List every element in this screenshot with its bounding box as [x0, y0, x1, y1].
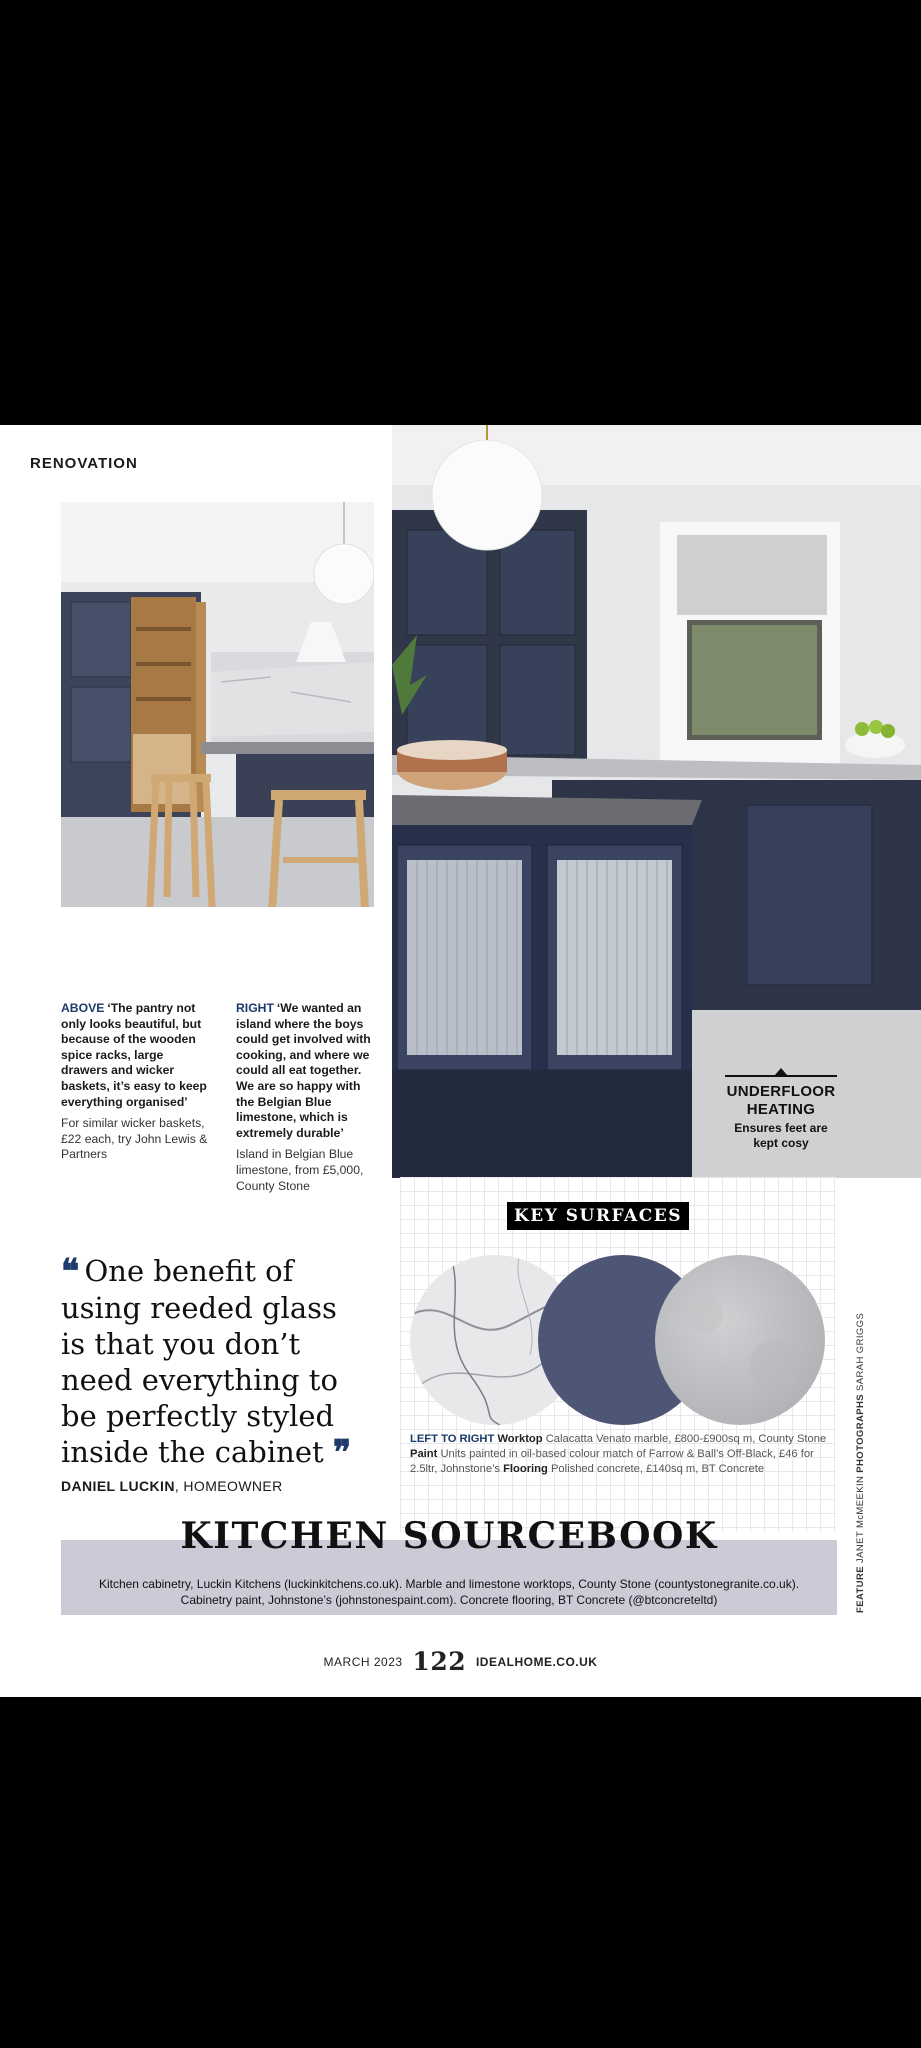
island-photo	[392, 425, 921, 1178]
caption-island	[236, 1001, 376, 1194]
photographer-name: SARAH GRIGGS	[855, 1312, 866, 1391]
issue-date: MARCH 2023	[323, 1655, 403, 1669]
key-surfaces-panel	[400, 1177, 836, 1532]
callout-pointer	[725, 1075, 837, 1077]
feature-name: JANET McMEEKIN	[855, 1475, 866, 1563]
worktop-label: Worktop	[497, 1433, 543, 1445]
website: IDEALHOME.CO.UK	[475, 1655, 598, 1669]
flooring-label: Flooring	[503, 1463, 548, 1475]
callout-title: UNDERFLOOR HEATING	[726, 1083, 836, 1118]
caption-sub: Island in Belgian Blue limestone, from £5,000, County Stone	[236, 1147, 364, 1193]
page-number: 122	[412, 1647, 467, 1676]
callout-subtitle: Ensures feet are kept cosy	[734, 1121, 828, 1150]
sourcebook-text: Kitchen cabinetry, Luckin Kitchens (luckinkitchens.co.uk). Marble and limestone worktops, County Stone (countystonegranite.co.uk). Cabinetry paint, Johnstone’s (johnstonespaint.com). Concrete flooring, BT Concrete (@btconcreteltd)	[98, 1577, 800, 1607]
caption-pantry	[61, 1001, 211, 1163]
pantry-photo	[61, 502, 374, 907]
key-surfaces-title: KEY SURFACES	[507, 1202, 689, 1230]
caption-lead: RIGHT	[236, 1001, 274, 1015]
caption-lead: ABOVE	[61, 1001, 105, 1015]
open-quote-icon: ❝	[61, 1252, 76, 1292]
underfloor-heating-callout	[722, 1075, 840, 1151]
page-footer	[0, 1647, 921, 1676]
caption-sub: For similar wicker baskets, £22 each, try John Lewis & Partners	[61, 1116, 208, 1162]
pull-quote-text: One benefit of using reeded glass is that you don’t need everything to be perfectly styled inside the cabinet	[61, 1254, 338, 1469]
magazine-page	[0, 425, 921, 1697]
photographs-label: PHOTOGRAPHS	[855, 1394, 866, 1473]
caption-quote: ‘We wanted an island where the boys could get involved with cooking, and where we could all eat together. We are so happy with the Belgian Blue limestone, which is extremely durable’	[236, 1001, 371, 1140]
attribution-role: , HOMEOWNER	[174, 1478, 283, 1494]
paint-label: Paint	[410, 1448, 438, 1460]
feature-label: FEATURE	[855, 1566, 866, 1613]
caption-quote: ‘The pantry not only looks beautiful, but because of the wooden spice racks, large drawers and wicker baskets, it’s easy to keep everything organised’	[61, 1001, 207, 1109]
key-surfaces-caption	[410, 1432, 830, 1477]
photo-credits	[855, 1313, 866, 1613]
flooring-text: Polished concrete, £140sq m, BT Concrete	[550, 1463, 765, 1475]
section-label: RENOVATION	[30, 455, 138, 472]
sourcebook-title: KITCHEN SOURCEBOOK	[180, 1515, 718, 1557]
concrete-swatch	[655, 1255, 825, 1425]
pull-quote	[61, 1253, 361, 1471]
attribution-name: DANIEL LUCKIN	[61, 1478, 175, 1494]
quote-attribution	[61, 1478, 283, 1494]
caption-lead: LEFT TO RIGHT	[410, 1433, 495, 1445]
close-quote-icon: ❞	[332, 1433, 348, 1473]
worktop-text: Calacatta Venato marble, £800-£900sq m, County Stone	[545, 1433, 827, 1445]
paint-text: Units painted in oil-based colour match of Farrow & Ball’s Off-Black, £46 for 2.5ltr, Johnstone’s	[410, 1448, 814, 1475]
